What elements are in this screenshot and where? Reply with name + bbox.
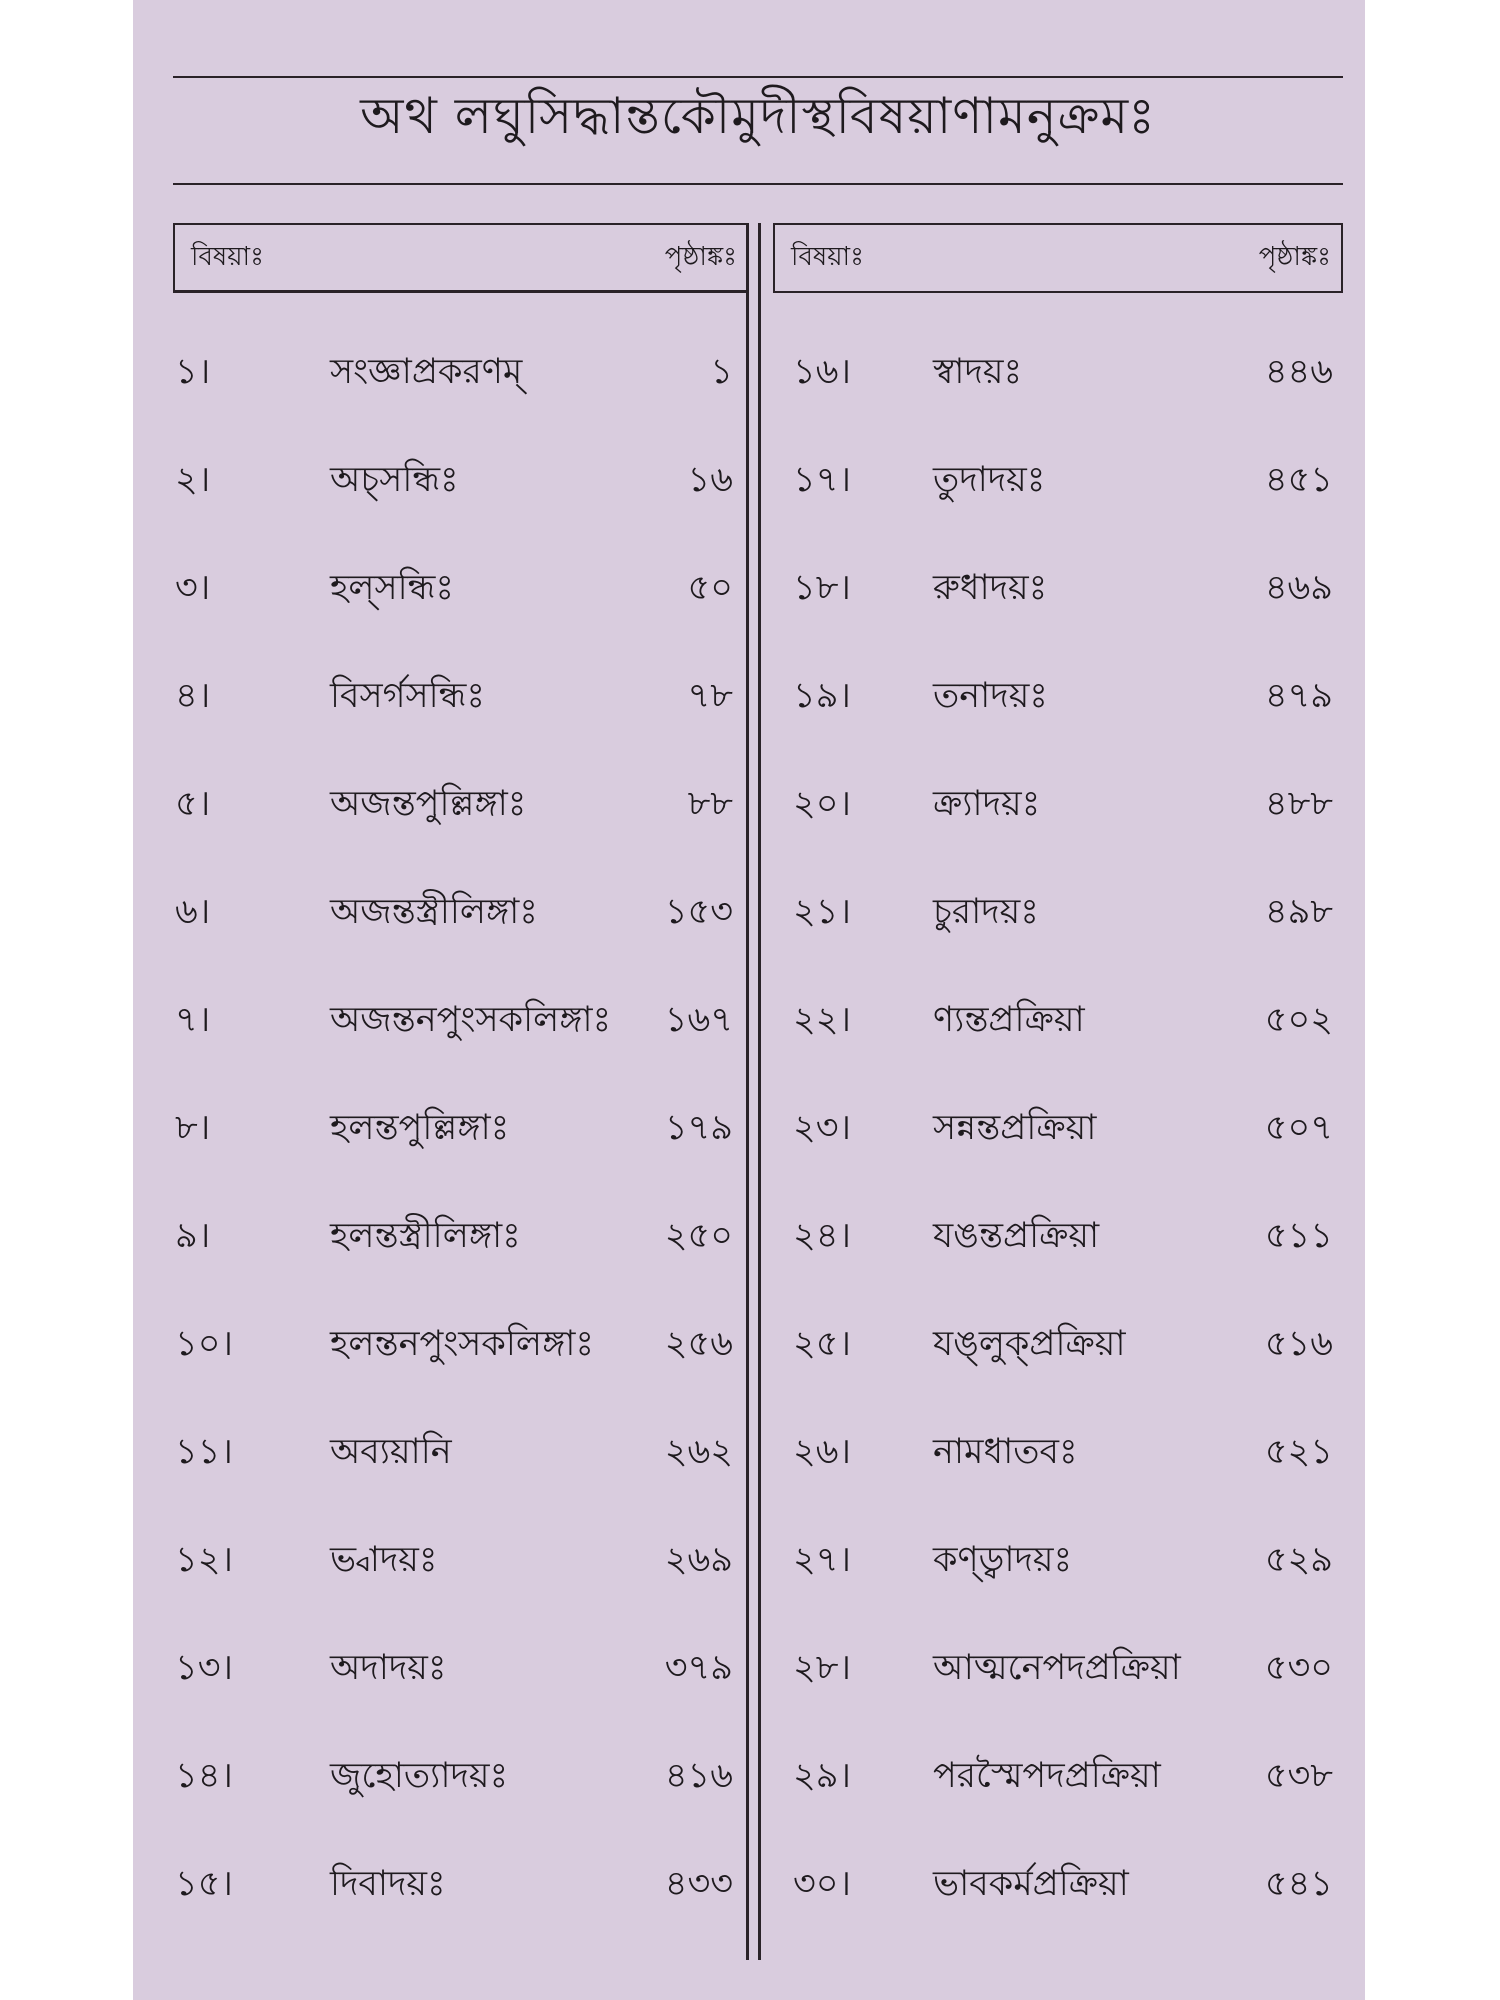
entry-title: বিসর্গসন্ধিঃ [330,675,486,716]
entry-number: ৩০। [793,1863,852,1904]
entry-number: ১৩। [175,1647,233,1688]
contents-entry [793,991,1333,1051]
contents-entry [793,451,1333,511]
entry-page-number: ৫২১ [1264,1431,1333,1472]
contents-entry [793,775,1333,835]
entry-title: অচ্সন্ধিঃ [330,459,459,500]
entry-page-number: ১ [710,351,733,392]
entry-page-number: ৫২৯ [1264,1539,1333,1580]
entry-number: ১২। [175,1539,233,1580]
contents-entry [175,775,733,835]
entry-title: অজন্তনপুংসকলিঙ্গাঃ [330,999,612,1040]
entry-page-number: ৪১৬ [664,1755,733,1796]
entry-page-number: ৫৩০ [1264,1647,1333,1688]
contents-entry [175,451,733,511]
entry-title: চুরাদয়ঃ [933,891,1039,932]
entry-title: ভাবকর্মপ্রক্রিয়া [933,1863,1129,1904]
entry-number: ১০। [175,1323,233,1364]
contents-entry [175,991,733,1051]
contents-entry [793,1315,1333,1375]
entry-page-number: ৪৫১ [1264,459,1333,500]
entry-number: ৯। [175,1215,211,1256]
entry-number: ৮। [175,1107,211,1148]
contents-entry [175,667,733,727]
entry-page-number: ৫০২ [1264,999,1333,1040]
entry-title: পরস্মৈপদপ্রক্রিয়া [933,1755,1161,1796]
entry-title: হলন্তনপুংসকলিঙ্গাঃ [330,1323,595,1364]
entry-number: ১৮। [793,567,851,608]
entry-page-number: ২৬২ [664,1431,733,1472]
entry-title: জুহোত্যাদয়ঃ [330,1755,509,1796]
entry-title: তনাদয়ঃ [933,675,1048,716]
entry-title: অদাদয়ঃ [330,1647,447,1688]
entry-page-number: ৫৩৮ [1264,1755,1333,1796]
top-rule [173,76,1343,78]
entry-page-number: ৫১১ [1264,1215,1333,1256]
entry-title: তুদাদয়ঃ [933,459,1046,500]
entry-title: আত্মনেপদপ্রক্রিয়া [933,1647,1181,1688]
entry-title: হলন্তপুল্লিঙ্গাঃ [330,1107,510,1148]
entry-page-number: ৪৮৮ [1264,783,1333,824]
entry-title: স্বাদয়ঃ [933,351,1023,392]
entry-number: ৫। [175,783,211,824]
contents-entry [175,1207,733,1267]
entry-number: ১৫। [175,1863,233,1904]
contents-entry [175,1099,733,1159]
entry-title: হলন্তস্ত্রীলিঙ্গাঃ [330,1215,521,1256]
entry-number: ৪। [175,675,211,716]
entry-page-number: ৫০৭ [1264,1107,1333,1148]
entry-title: নামধাতবঃ [933,1431,1078,1472]
entry-title: ণ্যন্তপ্রক্রিয়া [933,999,1085,1040]
entry-title: অজন্তস্ত্রীলিঙ্গাঃ [330,891,538,932]
entry-page-number: ১৬ [687,459,733,500]
contents-entry [175,559,733,619]
contents-entry [793,1531,1333,1591]
entry-title: রুধাদয়ঃ [933,567,1048,608]
contents-entry [793,1423,1333,1483]
entry-title: যঙন্তপ্রক্রিয়া [933,1215,1100,1256]
entry-page-number: ৪৩৩ [664,1863,733,1904]
entry-title: হল্সন্ধিঃ [330,567,454,608]
entry-title: সন্নন্তপ্রক্রিয়া [933,1107,1097,1148]
entry-title: ক্র্যাদয়ঃ [933,783,1041,824]
contents-entry [793,1747,1333,1807]
entry-page-number: ৪৯৮ [1264,891,1333,932]
entry-page-number: ৩৭৯ [664,1647,733,1688]
entry-title: অব্যয়ানি [330,1431,452,1472]
entry-number: ১৭। [793,459,851,500]
entry-number: ১। [175,351,211,392]
entry-page-number: ৪৬৯ [1264,567,1333,608]
entry-title: ভ্বাদয়ঃ [330,1539,438,1580]
contents-entry [793,1855,1333,1915]
entry-number: ২৭। [793,1539,852,1580]
page-title: অথ লঘুসিদ্ধান্তকৌমুদীস্থবিষয়াণামনুক্রমঃ [360,87,1156,145]
entry-page-number: ৫০ [687,567,733,608]
contents-entry [793,1639,1333,1699]
contents-entry [175,883,733,943]
contents-entry [175,343,733,403]
entry-number: ২৯। [793,1755,851,1796]
title-underline [173,183,1343,185]
entry-page-number: ৫১৬ [1264,1323,1333,1364]
contents-entry [175,1315,733,1375]
contents-entry [793,1099,1333,1159]
right-page-label: পৃষ্ঠাঙ্কঃ [1258,242,1331,272]
right-column-header [773,223,1343,293]
left-subject-label: বিষয়াঃ [191,241,264,272]
contents-entry [175,1531,733,1591]
contents-entry [793,883,1333,943]
contents-entry [175,1423,733,1483]
entry-number: ২৮। [793,1647,851,1688]
entry-number: ২। [175,459,211,500]
entry-number: ২৬। [793,1431,852,1472]
entry-page-number: ২৬৯ [664,1539,733,1580]
entry-number: ৭। [175,999,211,1040]
contents-entry [793,1207,1333,1267]
entry-number: ৬। [175,891,211,932]
column-divider-left [746,223,749,1960]
entry-page-number: ২৫০ [664,1215,733,1256]
entry-title: যঙ্লুক্প্রক্রিয়া [933,1323,1126,1364]
entry-page-number: ১৭৯ [664,1107,733,1148]
entry-page-number: ১৬৭ [664,999,733,1040]
entry-page-number: ৮৮ [687,783,733,824]
entry-page-number: ২৫৬ [664,1323,733,1364]
entry-number: ২৫। [793,1323,851,1364]
right-subject-label: বিষয়াঃ [791,242,864,272]
entry-page-number: ৪৪৬ [1264,351,1333,392]
entry-number: ২০। [793,783,852,824]
entry-number: ২১। [793,891,851,932]
contents-entry [175,1639,733,1699]
contents-entry [793,667,1333,727]
entry-title: অজন্তপুল্লিঙ্গাঃ [330,783,527,824]
entry-number: ১৪। [175,1755,233,1796]
entry-page-number: ৫৪১ [1264,1863,1333,1904]
left-column-header [173,223,749,293]
entry-number: ১১। [175,1431,233,1472]
contents-entry [793,343,1333,403]
entry-number: ২৩। [793,1107,852,1148]
entry-number: ১৬। [793,351,851,392]
entry-title: সংজ্ঞাপ্রকরণম্ [330,351,523,392]
entry-page-number: ৪৭৯ [1264,675,1333,716]
entry-number: ২২। [793,999,852,1040]
entry-title: দিবাদয়ঃ [330,1863,446,1904]
entry-number: ১৯। [793,675,851,716]
entry-number: ২৪। [793,1215,851,1256]
contents-entry [793,559,1333,619]
column-divider-right [758,223,761,1960]
entry-page-number: ৭৮ [687,675,733,716]
document-page [133,0,1365,2000]
entry-number: ৩। [175,567,211,608]
entry-page-number: ১৫৩ [664,891,733,932]
contents-entry [175,1747,733,1807]
entry-title: কণ্ড্বাদয়ঃ [933,1539,1073,1580]
left-page-label: পৃষ্ঠাঙ্কঃ [664,241,737,272]
contents-entry [175,1855,733,1915]
